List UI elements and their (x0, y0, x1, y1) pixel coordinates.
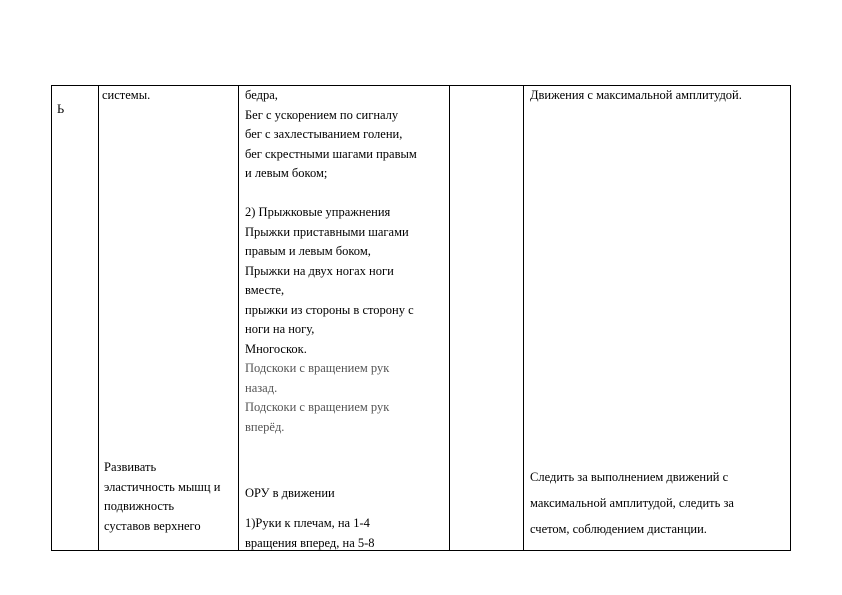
col3-oru-list (245, 514, 375, 553)
col3-gray-line: Подскоки с вращением рук (245, 361, 390, 375)
col3-line: бедра, (245, 88, 278, 102)
col3-gray-line: вперёд. (245, 419, 285, 434)
table-border-col2 (238, 85, 239, 551)
col3-line: Бег с ускорением по сигналу (245, 107, 399, 122)
table-border-col4 (523, 85, 524, 551)
col1-letter: Ь (57, 102, 65, 116)
col3-line (245, 184, 417, 204)
col3-line: ноги на ногу, (245, 322, 315, 336)
col2-bottom-text (104, 458, 220, 536)
col3-line: Прыжки на двух ногах ноги (245, 263, 394, 278)
col3-exercise-list (245, 86, 417, 437)
col3-line: правым и левым боком, (245, 244, 371, 258)
table-border-col3 (449, 85, 450, 551)
col3-line: 2) Прыжковые упражнения (245, 205, 391, 219)
col2-line: подвижность (104, 499, 175, 513)
col5-bottom-text (530, 464, 734, 542)
table-border-col1 (98, 85, 99, 551)
col5-top-text: Движения с максимальной амплитудой. (530, 88, 742, 102)
col5-line: максимальной амплитудой, следить за (530, 496, 734, 510)
col3-line: и левым боком; (245, 166, 328, 180)
col2-line: Развивать (104, 460, 157, 474)
table-bottom-border (51, 550, 791, 551)
table-border-col0 (51, 85, 52, 551)
col3-line: Многоскок. (245, 341, 307, 356)
col3-oru-title: ОРУ в движении (245, 486, 335, 500)
col3-gray-line: Подскоки с вращением рук (245, 400, 390, 414)
col3-line: вместе, (245, 283, 285, 297)
col3-line: Прыжки приставными шагами (245, 224, 409, 239)
col3-gray-line: назад. (245, 380, 278, 395)
col2-line: суставов верхнего (104, 518, 201, 533)
col3-line: прыжки из стороны в сторону с (245, 302, 414, 317)
col2-top-text: системы. (102, 88, 151, 102)
col5-line: счетом, соблюдением дистанции. (530, 522, 707, 536)
col3-oru-line: вращения вперед, на 5-8 (245, 535, 375, 550)
table-border-col5 (790, 85, 791, 551)
col3-line: бег с захлестыванием голени, (245, 127, 403, 141)
col3-line: бег скрестными шагами правым (245, 146, 417, 161)
col3-oru-line: 1)Руки к плечам, на 1-4 (245, 516, 370, 530)
col2-line: эластичность мышц и (104, 479, 221, 494)
col5-line: Следить за выполнением движений с (530, 470, 729, 484)
